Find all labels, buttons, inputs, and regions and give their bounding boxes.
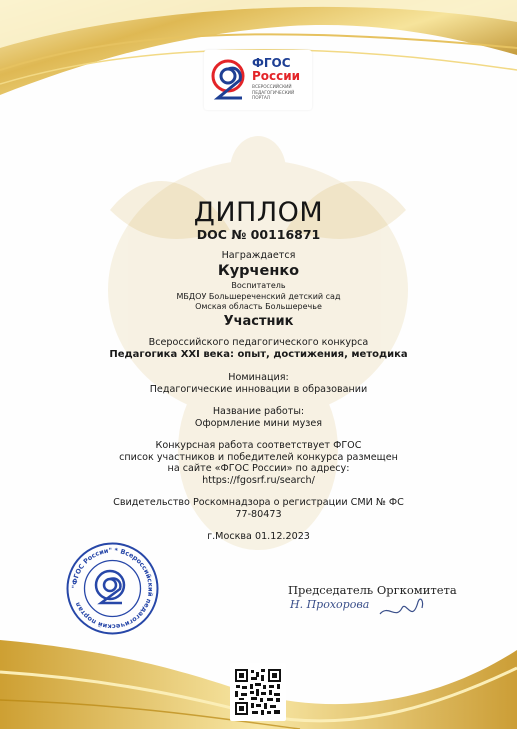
- compliance-line3: на сайте «ФГОС России» по адресу:: [167, 463, 350, 474]
- place-date: г.Москва 01.12.2023: [207, 531, 310, 542]
- logo-line2: России: [252, 69, 301, 83]
- diploma-title: ДИПЛОМ: [193, 197, 324, 228]
- qr-code-icon: [234, 668, 282, 716]
- fgos-logo: [204, 50, 312, 110]
- nomination-value: Педагогические инновации в образовании: [149, 384, 368, 395]
- contest-label: Всероссийского педагогического конкурса: [148, 337, 369, 348]
- work-label: Название работы:: [212, 406, 305, 417]
- registration-line2: 77-80473: [235, 509, 282, 520]
- chairman-label: Председатель Оргкомитета: [288, 583, 457, 597]
- fgos-logo-icon: [210, 56, 250, 104]
- logo-line1: ФГОС: [252, 56, 291, 70]
- logo-subtitle: ВСЕРОССИЙСКИЙ ПЕДАГОГИЧЕСКИЙ ПОРТАЛ: [252, 85, 295, 101]
- search-url[interactable]: https://fgosrf.ru/search/: [202, 475, 315, 486]
- qr-code[interactable]: [230, 663, 286, 721]
- nomination-label: Номинация:: [228, 372, 289, 383]
- signature-flourish: [378, 594, 428, 626]
- awardee-position: Воспитатель: [231, 281, 286, 290]
- contest-name: Педагогика XXI века: опыт, достижения, методика: [109, 349, 408, 360]
- round-seal: [65, 541, 160, 636]
- svg-text:"ФГОС России" * Всероссийский: [70, 546, 154, 630]
- awardee-name: Курченко: [217, 263, 300, 279]
- compliance-line1: Конкурсная работа соответствует ФГОС: [155, 440, 362, 451]
- registration-line1: Свидетельство Роскомнадзора о регистрации СМИ № ФС: [113, 497, 404, 508]
- chairman-signature: Н. Прохорова: [290, 598, 370, 611]
- awardee-region: Омская область Большеречье: [195, 302, 322, 311]
- seal-text: "ФГОС России" * Всероссийский педагогический портал: [70, 546, 155, 631]
- awardee-organization: МБДОУ Большереченский детский сад: [176, 292, 341, 301]
- doc-number: DOC № 00116871: [196, 227, 321, 242]
- compliance-line2: список участников и победителей конкурса размещен: [119, 452, 398, 463]
- award-status: Участник: [223, 314, 294, 329]
- awarded-label: Награждается: [221, 250, 296, 261]
- work-value: Оформление мини музея: [194, 418, 323, 429]
